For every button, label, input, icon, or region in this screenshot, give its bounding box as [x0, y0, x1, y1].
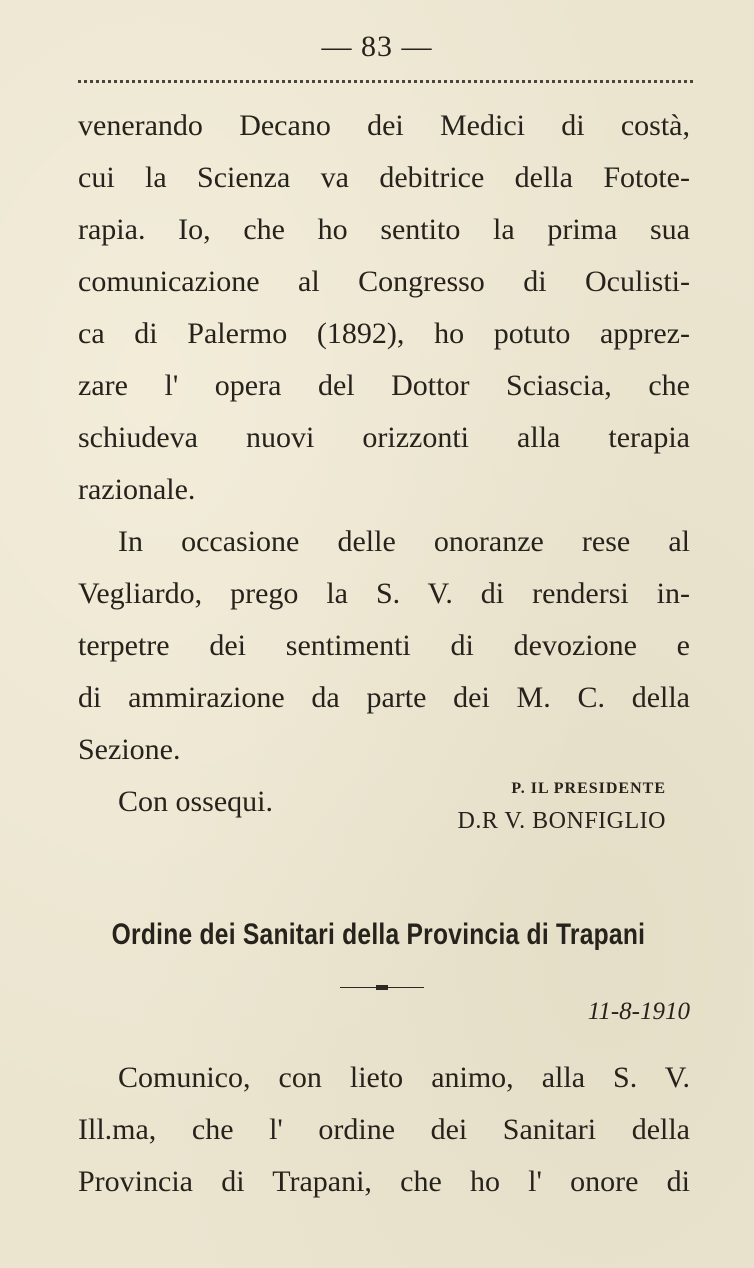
letter-body-2: [78, 1052, 690, 1208]
signature-name: D.R V. BONFIGLIO: [457, 808, 666, 834]
page-number: — 83 —: [321, 30, 433, 63]
text-line: ca di Palermo (1892), ho potuto apprez-: [78, 317, 690, 350]
text-line: Sezione.: [78, 733, 181, 766]
text-line: di ammirazione da parte dei M. C. della: [78, 681, 690, 714]
paragraph-2: [78, 516, 690, 776]
letter-date: 11-8-1910: [587, 998, 690, 1025]
text-line: comunicazione al Congresso di Oculisti-: [78, 265, 690, 298]
letter-body: [78, 100, 690, 828]
signature-title: P. IL PRESIDENTE: [511, 780, 666, 797]
text-line: razionale.: [78, 473, 196, 506]
section-heading: Ordine dei Sanitari della Provincia di Trapani: [111, 918, 646, 951]
text-line: Ill.ma, che l' ordine dei Sanitari della: [78, 1113, 690, 1146]
text-line: Provincia di Trapani, che ho l' onore di: [78, 1165, 690, 1198]
text-line: rapia. Io, che ho sentito la prima sua: [78, 213, 690, 246]
closing-line: Con ossequi.: [118, 785, 274, 818]
text-line: In occasione delle onoranze rese al: [118, 525, 690, 558]
header-dotted-rule: [78, 80, 693, 83]
text-line: terpetre dei sentimenti di devozione e: [78, 629, 690, 662]
text-line: schiudeva nuovi orizzonti alla terapia: [78, 421, 690, 454]
ornament-center: [376, 985, 388, 990]
text-line: Vegliardo, prego la S. V. di rendersi in-: [78, 577, 690, 610]
text-line: zare l' opera del Dottor Sciascia, che: [78, 369, 690, 402]
ornament-rule: [340, 985, 424, 991]
paragraph-1: [78, 100, 690, 516]
text-line: cui la Scienza va debitrice della Fototе-: [78, 161, 690, 194]
text-line: venerando Decano dei Medici di costà,: [78, 109, 690, 142]
text-line: Comunico, con lieto animo, alla S. V.: [118, 1061, 690, 1094]
